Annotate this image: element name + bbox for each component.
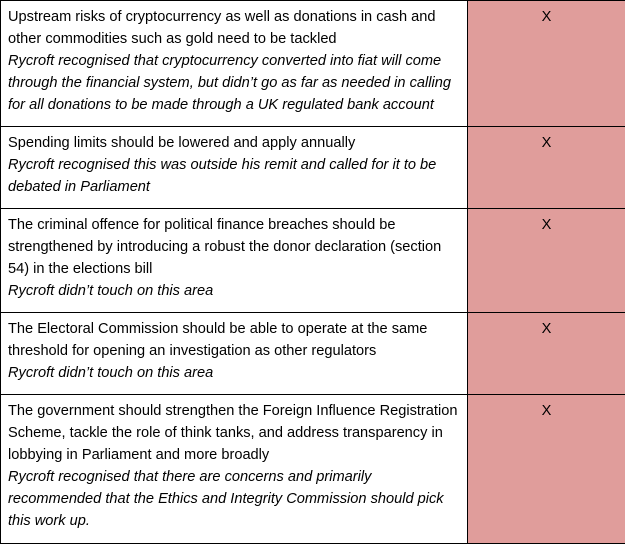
status-mark: X: [542, 321, 552, 337]
assessment-note: Rycroft recognised this was outside his remit and called for it to be debated in Parliament: [8, 154, 460, 198]
recommendation-text: The Electoral Commission should be able to operate at the same threshold for opening an investigation as other regulators: [8, 318, 460, 362]
status-mark: X: [542, 135, 552, 151]
status-mark: X: [542, 217, 552, 233]
assessment-note: Rycroft didn’t touch on this area: [8, 362, 460, 384]
table-row: [1, 1, 625, 127]
status-mark: X: [542, 9, 552, 25]
recommendation-text: Spending limits should be lowered and apply annually: [8, 132, 460, 154]
recommendation-text: Upstream risks of cryptocurrency as well as donations in cash and other commodities such as gold need to be tackled: [8, 6, 460, 50]
recommendation-cell: [1, 313, 468, 395]
status-mark-cell: [468, 209, 625, 313]
status-mark-cell: [468, 313, 625, 395]
assessment-note: Rycroft didn’t touch on this area: [8, 280, 460, 302]
recommendation-cell: [1, 395, 468, 544]
recommendation-cell: [1, 209, 468, 313]
table-row: [1, 209, 625, 313]
assessment-note: Rycroft recognised that cryptocurrency converted into fiat will come through the financial system, but didn’t go as far as needed in calling for all donations to be made through a UK regulated bank account: [8, 50, 460, 116]
table-row: [1, 127, 625, 209]
recommendation-cell: [1, 1, 468, 127]
recommendation-text: The criminal offence for political finance breaches should be strengthened by introducing a robust the donor declaration (section 54) in the elections bill: [8, 214, 460, 280]
assessment-note: Rycroft recognised that there are concerns and primarily recommended that the Ethics and Integrity Commission should pick this work up.: [8, 466, 460, 532]
status-mark-cell: [468, 395, 625, 544]
status-mark: X: [542, 403, 552, 419]
table-row: [1, 395, 625, 544]
status-mark-cell: [468, 1, 625, 127]
recommendation-text: The government should strengthen the Foreign Influence Registration Scheme, tackle the role of think tanks, and address transparency in lobbying in Parliament and more broadly: [8, 400, 460, 466]
recommendation-cell: [1, 127, 468, 209]
table-row: [1, 313, 625, 395]
status-mark-cell: [468, 127, 625, 209]
